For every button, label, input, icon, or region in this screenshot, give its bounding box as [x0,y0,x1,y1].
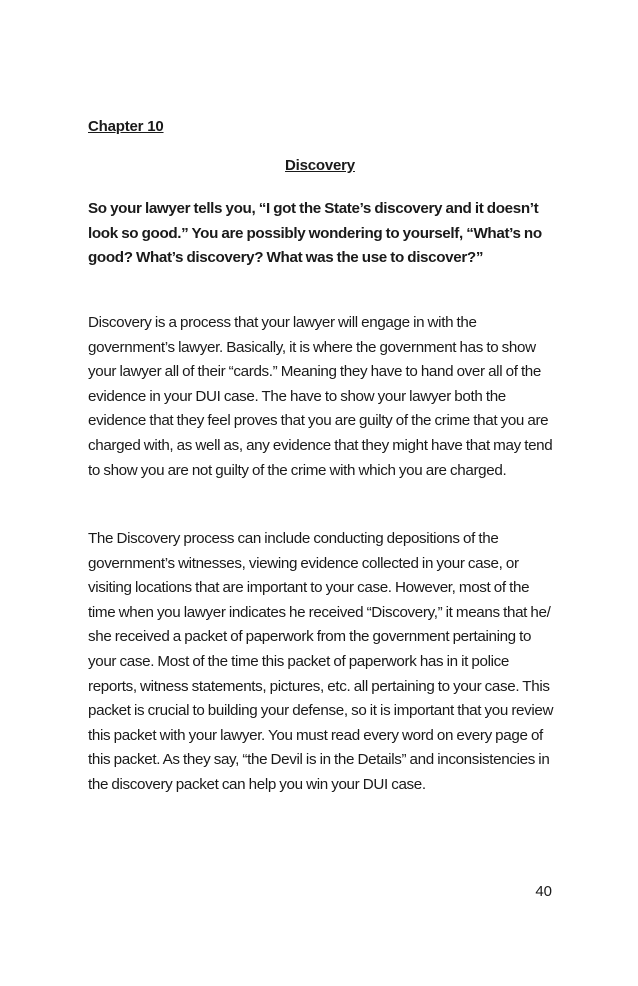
chapter-title-text: Discovery [285,157,355,174]
page-number: 40 [535,883,552,900]
body-paragraph-1: Discovery is a process that your lawyer will engage in with the government’s lawyer. Basically, it is where the government has to show your lawyer all of their “cards.” Meaning they have to hand over all of the evidence in your DUI case. The have to show your lawyer both the evidence that they feel proves that you are guilty of the crime that you are charged with, as well as, any evidence that they might have that may tend to show you are not guilty of the crime with which you are charged. [88,314,553,479]
body-paragraph-2: The Discovery process can include conducting depositions of the government’s witnesses, viewing evidence collected in your case, or visiting locations that are important to your case. However, most of the time when you lawyer indicates he received “Discovery,” it means that he/ she received a packet of paperwork from the government pertaining to your case. Most of the time this packet of paperwork has in it police reports, witness statements, pictures, etc. all pertaining to your case. This packet is crucial to building your defense, so it is important that you review this packet with your lawyer. You must read every word on every page of this packet. As they say, “the Devil is in the Details” and inconsistencies in the discovery packet can help you win your DUI case. [88,530,554,793]
chapter-label: Chapter 10 [88,118,164,135]
chapter-title [0,157,638,174]
intro-paragraph: So your lawyer tells you, “I got the State’s discovery and it doesn’t look so good.” You are possibly wondering to yourself, “What’s no good? What’s discovery? What was the use to discover?” [88,200,542,267]
